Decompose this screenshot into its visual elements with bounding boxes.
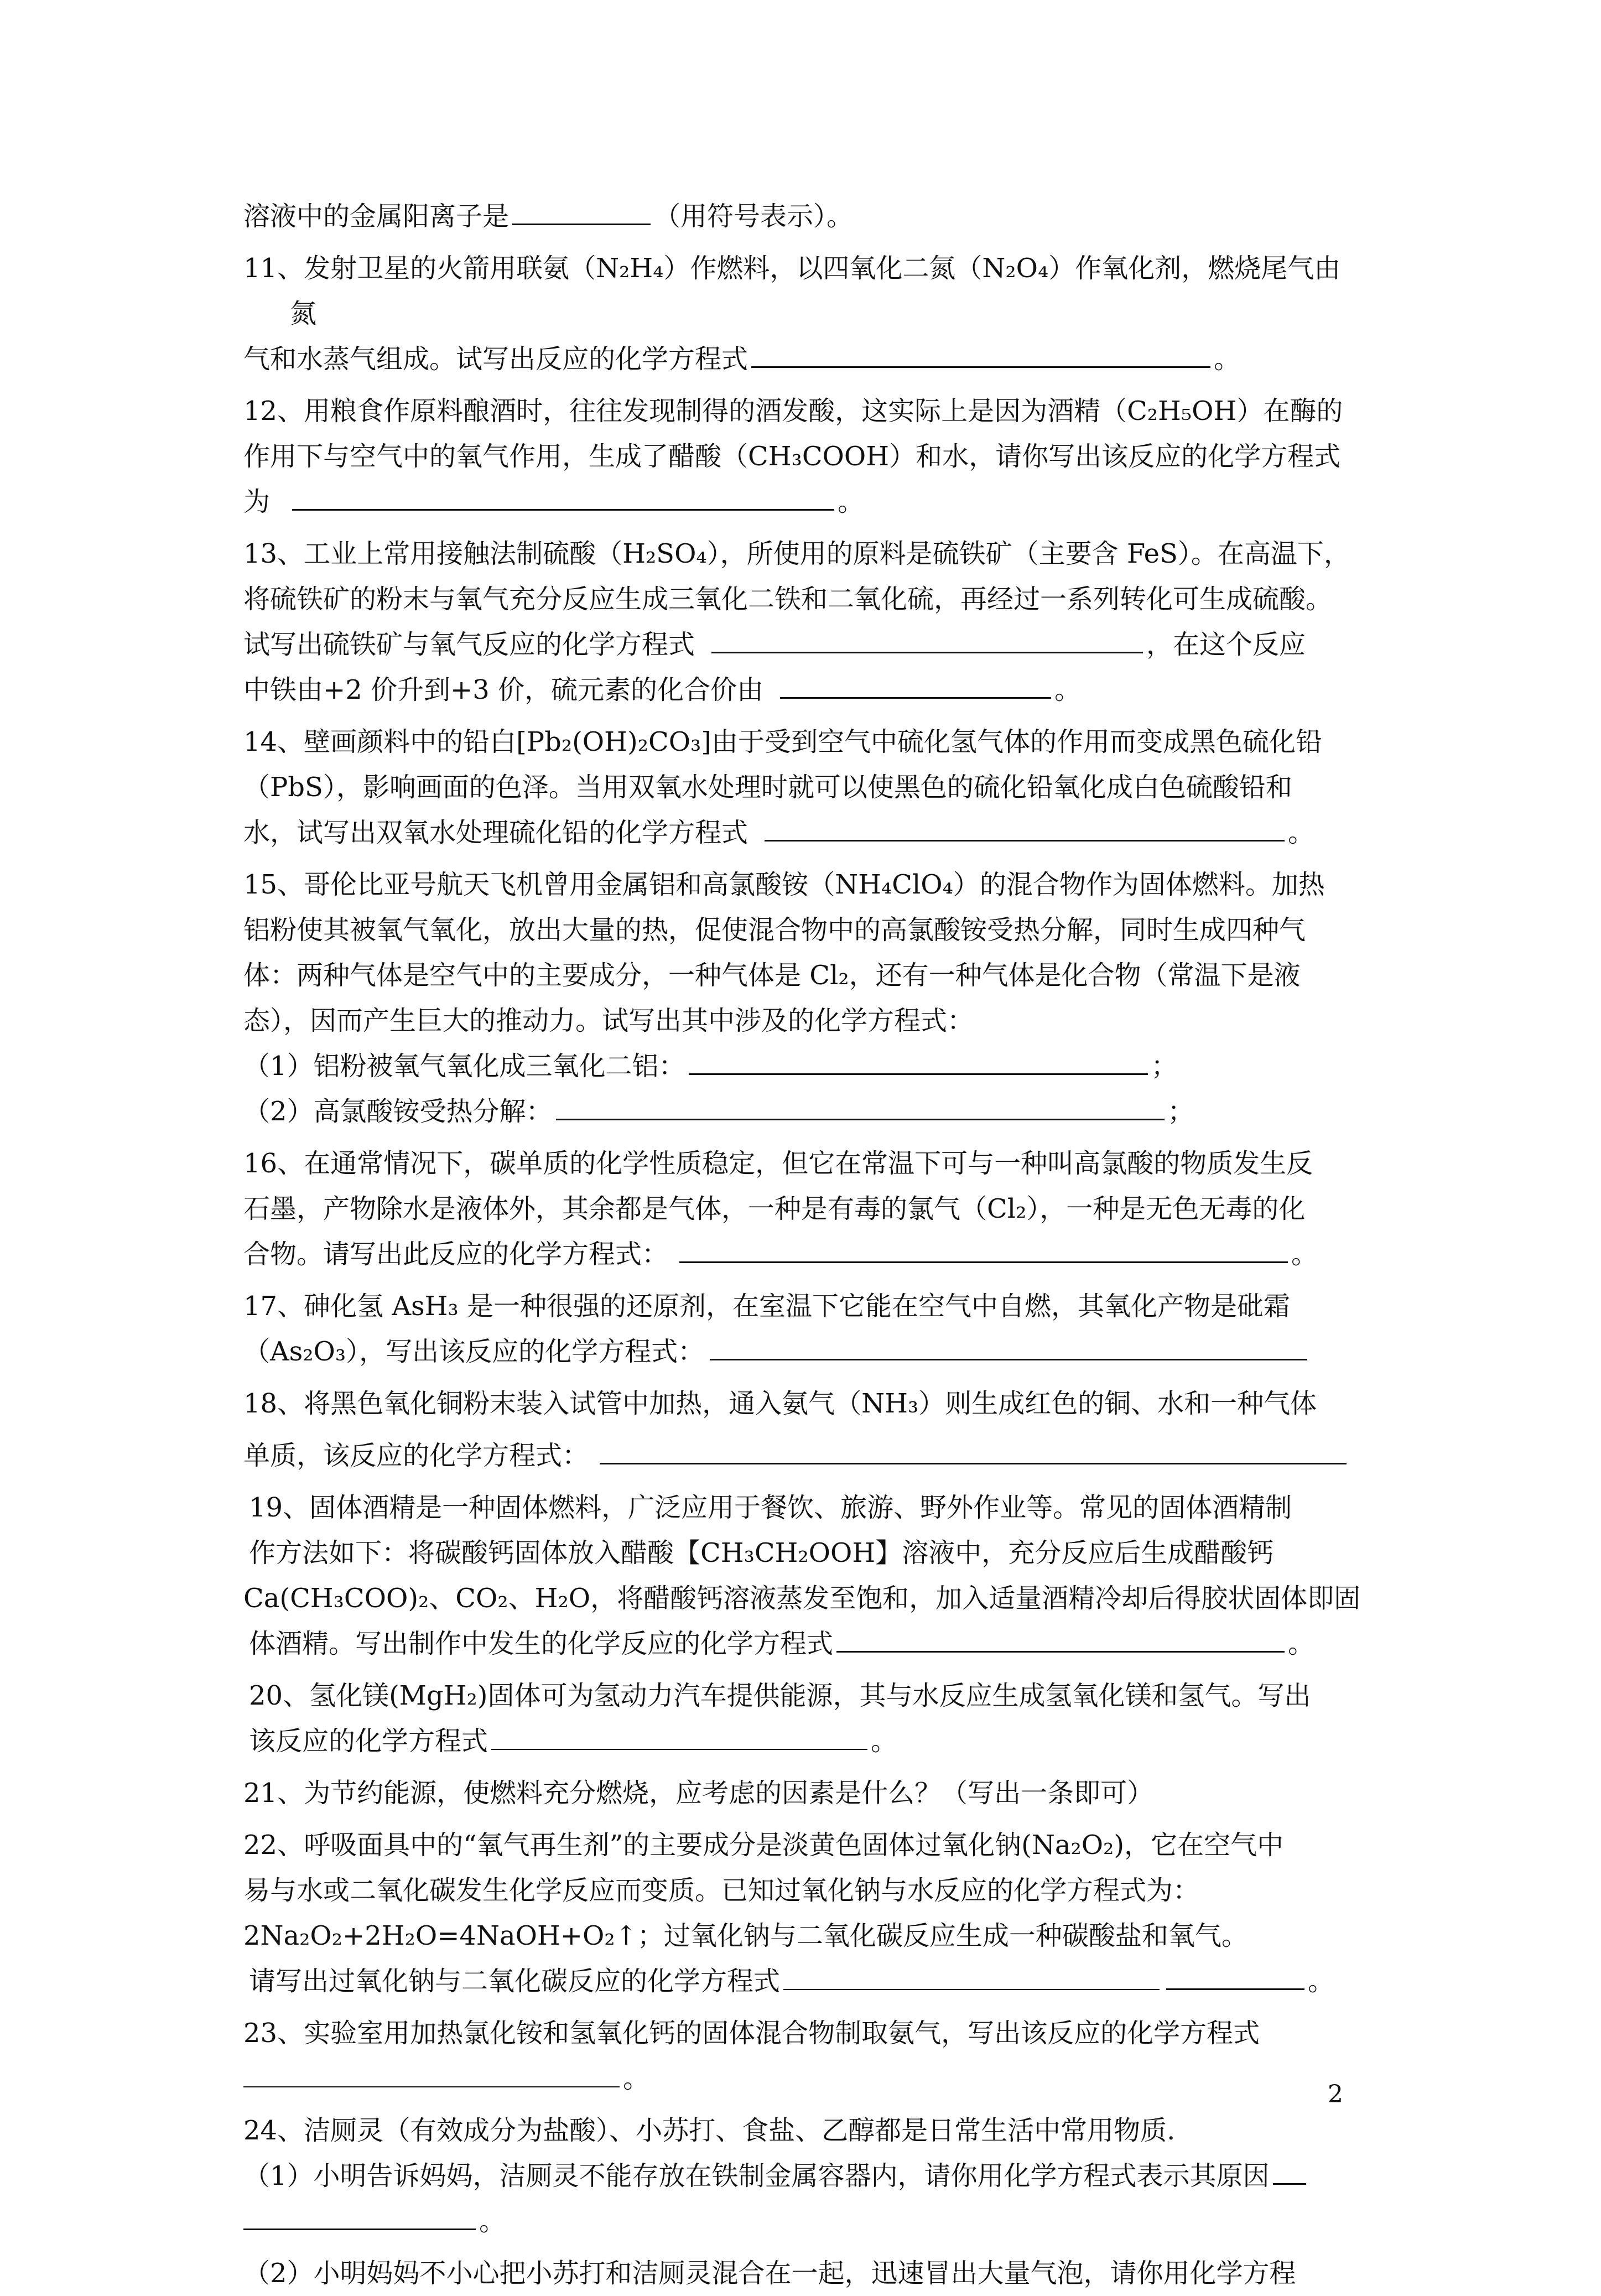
q12-line3-text: 为: [243, 486, 271, 517]
q19-line2: 作方法如下：将碳酸钙固体放入醋酸【CH₃CH₂OOH】溶液中，充分反应后生成醋酸钙: [249, 1537, 1274, 1568]
q19-answer-blank[interactable]: [836, 1623, 1285, 1653]
q12-line2: 作用下与空气中的氧气作用，生成了醋酸（CH₃COOH）和水，请你写出该反应的化学方程式: [243, 441, 1341, 472]
q18-line2: [243, 1433, 1366, 1478]
q24-sub1-blank[interactable]: [243, 2201, 476, 2230]
q11-line2: [243, 336, 1366, 382]
q12-line1: 12、用粮食作原料酿酒时，往往发现制得的酒发酸，这实际上是因为酒精（C₂H₅OH）在酶的: [243, 396, 1343, 427]
q15-sub2-end: ；: [1167, 1096, 1194, 1127]
q14-line1: 14、壁画颜料中的铅白[Pb₂(OH)₂CO₃]由于受到空气中硫化氢气体的作用而变成黑色硫化铅: [243, 726, 1323, 757]
q20-line2-end: 。: [871, 1726, 898, 1757]
q13-line3: [243, 622, 1366, 667]
q24-line1: 24、洁厕灵（有效成分为盐酸）、小苏打、食盐、乙醇都是日常生活中常用物质.: [243, 2115, 1176, 2146]
q19-line4-end: 。: [1288, 1628, 1315, 1659]
q17-line2: [243, 1329, 1366, 1374]
q12-line3: [243, 479, 1366, 524]
q10-line: [243, 194, 1366, 239]
q22-line2: 易与水或二氧化碳发生化学反应而变质。已知过氧化钠与水反应的化学方程式为：: [243, 1875, 1200, 1906]
q23-line1: 23、实验室用加热氯化铵和氢氧化钙的固体混合物制取氨气，写出该反应的化学方程式: [243, 2018, 1260, 2049]
q15-sub1-text: （1）铝粉被氧气氧化成三氧化二铝：: [243, 1051, 685, 1082]
q13-line1: 13、工业上常用接触法制硫酸（H₂SO₄），所使用的原料是硫铁矿（主要含 FeS）。在高温下，: [243, 538, 1350, 569]
q13-line3-end: ，在这个反应: [1146, 629, 1306, 660]
q15-sub2-blank[interactable]: [556, 1091, 1165, 1120]
q16-line3-end: 。: [1291, 1239, 1318, 1270]
q13-line4-end: 。: [1054, 674, 1082, 705]
q15-line1: 15、哥伦比亚号航天飞机曾用金属铝和高氯酸铵（NH₄ClO₄）的混合物作为固体燃料。加热: [243, 869, 1325, 900]
q13-equation-blank[interactable]: [711, 624, 1143, 653]
q12-answer-blank[interactable]: [292, 481, 834, 511]
q22-line1: 22、呼吸面具中的“氧气再生剂”的主要成分是淡黄色固体过氧化钠(Na₂O₂)，它在空气中: [243, 1830, 1284, 1861]
q22-line4-end: 。: [1308, 1966, 1335, 1997]
q19-line4: [243, 1621, 1366, 1666]
q18-line1: 18、将黑色氧化铜粉末装入试管中加热，通入氨气（NH₃）则生成红色的铜、水和一种气体: [243, 1388, 1317, 1419]
q20-answer-blank[interactable]: [491, 1721, 867, 1750]
q24-sub2: （2）小明妈妈不小心把小苏打和洁厕灵混合在一起，迅速冒出大量气泡，请你用化学方程: [243, 2258, 1296, 2289]
q16-line1: 16、在通常情况下，碳单质的化学性质稳定，但它在常温下可与一种叫高氯酸的物质发生反: [243, 1148, 1313, 1179]
q14-line3-end: 。: [1288, 817, 1315, 848]
q20-line2-text: 该反应的化学方程式: [249, 1726, 488, 1757]
q22-line3: 2Na₂O₂+2H₂O=4NaOH+O₂↑；过氧化钠与二氧化碳反应生成一种碳酸盐和氧气。: [243, 1920, 1248, 1951]
q13-valence-blank[interactable]: [780, 669, 1051, 699]
question-list: [243, 194, 1366, 2296]
page-number: 2: [1328, 2080, 1343, 2108]
q22-answer-blank[interactable]: [783, 1961, 1160, 1990]
q16-answer-blank[interactable]: [679, 1234, 1288, 1263]
q19-line4-text: 体酒精。写出制作中发生的化学反应的化学方程式: [249, 1628, 834, 1659]
q20-line1: 20、氢化镁(MgH₂)固体可为氢动力汽车提供能源，其与水反应生成氢氧化镁和氢气。写出: [249, 1680, 1311, 1711]
q20-line2: [243, 1718, 1366, 1764]
q23-line2: [243, 2056, 1366, 2101]
q21-line1: 21、为节约能源，使燃料充分燃烧，应考虑的因素是什么？（写出一条即可）: [243, 1778, 1154, 1809]
q14-answer-blank[interactable]: [765, 812, 1285, 841]
q24-sub1-blank-start[interactable]: [1273, 2155, 1306, 2185]
q15-sub1-blank[interactable]: [689, 1046, 1148, 1075]
q10-text: 溶液中的金属阳离子是: [243, 201, 510, 232]
q23-line2-end: 。: [623, 2063, 650, 2094]
q13-line2: 将硫铁矿的粉末与氧气充分反应生成三氧化二铁和二氧化硫，再经过一系列转化可生成硫酸。: [243, 584, 1333, 615]
q24-sub1-end: 。: [479, 2206, 506, 2237]
q17-line2-text: （As₂O₃），写出该反应的化学方程式：: [243, 1336, 705, 1367]
q16-line2: 石墨，产物除水是液体外，其余都是气体，一种是有毒的氯气（Cl₂），一种是无色无毒的化: [243, 1193, 1306, 1224]
q17-line1: 17、砷化氢 AsH₃ 是一种很强的还原剂，在室温下它能在空气中自燃，其氧化产物是砒霜: [243, 1291, 1290, 1322]
q11-line1: 11、发射卫星的火箭用联氨（N₂H₄）作燃料，以四氧化二氮（N₂O₄）作氧化剂，燃烧尾气由: [243, 253, 1341, 284]
q13-line3-text: 试写出硫铁矿与氧气反应的化学方程式: [243, 629, 695, 660]
q14-line2: （PbS），影响画面的色泽。当用双氧水处理时就可以使黑色的硫化铅氧化成白色硫酸铅和: [243, 772, 1292, 803]
q11-line1b: 氮: [290, 298, 317, 329]
q13-line4-text: 中铁由+2 价升到+3 价，硫元素的化合价由: [243, 674, 764, 705]
q12-line3-end: 。: [838, 486, 865, 517]
q23-answer-blank[interactable]: [243, 2059, 620, 2087]
q24-sub1-cont: [243, 2199, 1366, 2244]
q15-sub1-end: ；: [1151, 1051, 1178, 1082]
q11-answer-blank[interactable]: [751, 339, 1210, 368]
q11-line2-text: 气和水蒸气组成。试写出反应的化学方程式: [243, 344, 748, 375]
q13-line4: [243, 667, 1366, 713]
q18-answer-blank[interactable]: [600, 1435, 1347, 1464]
q15-line2: 铝粉使其被氧气氧化，放出大量的热，促使混合物中的高氯酸铵受热分解，同时生成四种气: [243, 915, 1306, 946]
q22-line4-text: 请写出过氧化钠与二氧化碳反应的化学方程式: [249, 1966, 781, 1997]
q24-sub1-text: （1）小明告诉妈妈，洁厕灵不能存放在铁制金属容器内，请你用化学方程式表示其原因: [243, 2160, 1270, 2191]
q11-line2-end: 。: [1214, 344, 1241, 375]
q17-answer-blank[interactable]: [710, 1331, 1307, 1360]
q19-line1: 19、固体酒精是一种固体燃料，广泛应用于餐饮、旅游、野外作业等。常见的固体酒精制: [249, 1492, 1292, 1523]
q14-line3: [243, 810, 1366, 855]
q16-line3: [243, 1232, 1366, 1277]
q18-line2-text: 单质，该反应的化学方程式：: [243, 1440, 589, 1471]
q15-line4: 态），因而产生巨大的推动力。试写出其中涉及的化学方程式：: [243, 1005, 974, 1036]
q16-line3-text: 合物。请写出此反应的化学方程式：: [243, 1239, 669, 1270]
q24-sub1: [243, 2153, 1366, 2199]
q14-line3-text: 水，试写出双氧水处理硫化铅的化学方程式: [243, 817, 748, 848]
q19-line3: Ca(CH₃COO)₂、CO₂、H₂O，将醋酸钙溶液蒸发至饱和，加入适量酒精冷却后得胶状固体即固: [243, 1583, 1361, 1614]
q22-line4: [243, 1959, 1366, 2004]
q10-answer-blank[interactable]: [512, 196, 651, 225]
q15-sub2-text: （2）高氯酸铵受热分解：: [243, 1096, 553, 1127]
q22-answer-blank-ext[interactable]: [1166, 1961, 1304, 1990]
q15-sub1: [243, 1043, 1366, 1089]
q15-sub2: [243, 1089, 1366, 1134]
q15-line3: 体：两种气体是空气中的主要成分，一种气体是 Cl₂，还有一种气体是化合物（常温下是液: [243, 960, 1301, 991]
q10-text-after: （用符号表示）。: [654, 201, 854, 232]
